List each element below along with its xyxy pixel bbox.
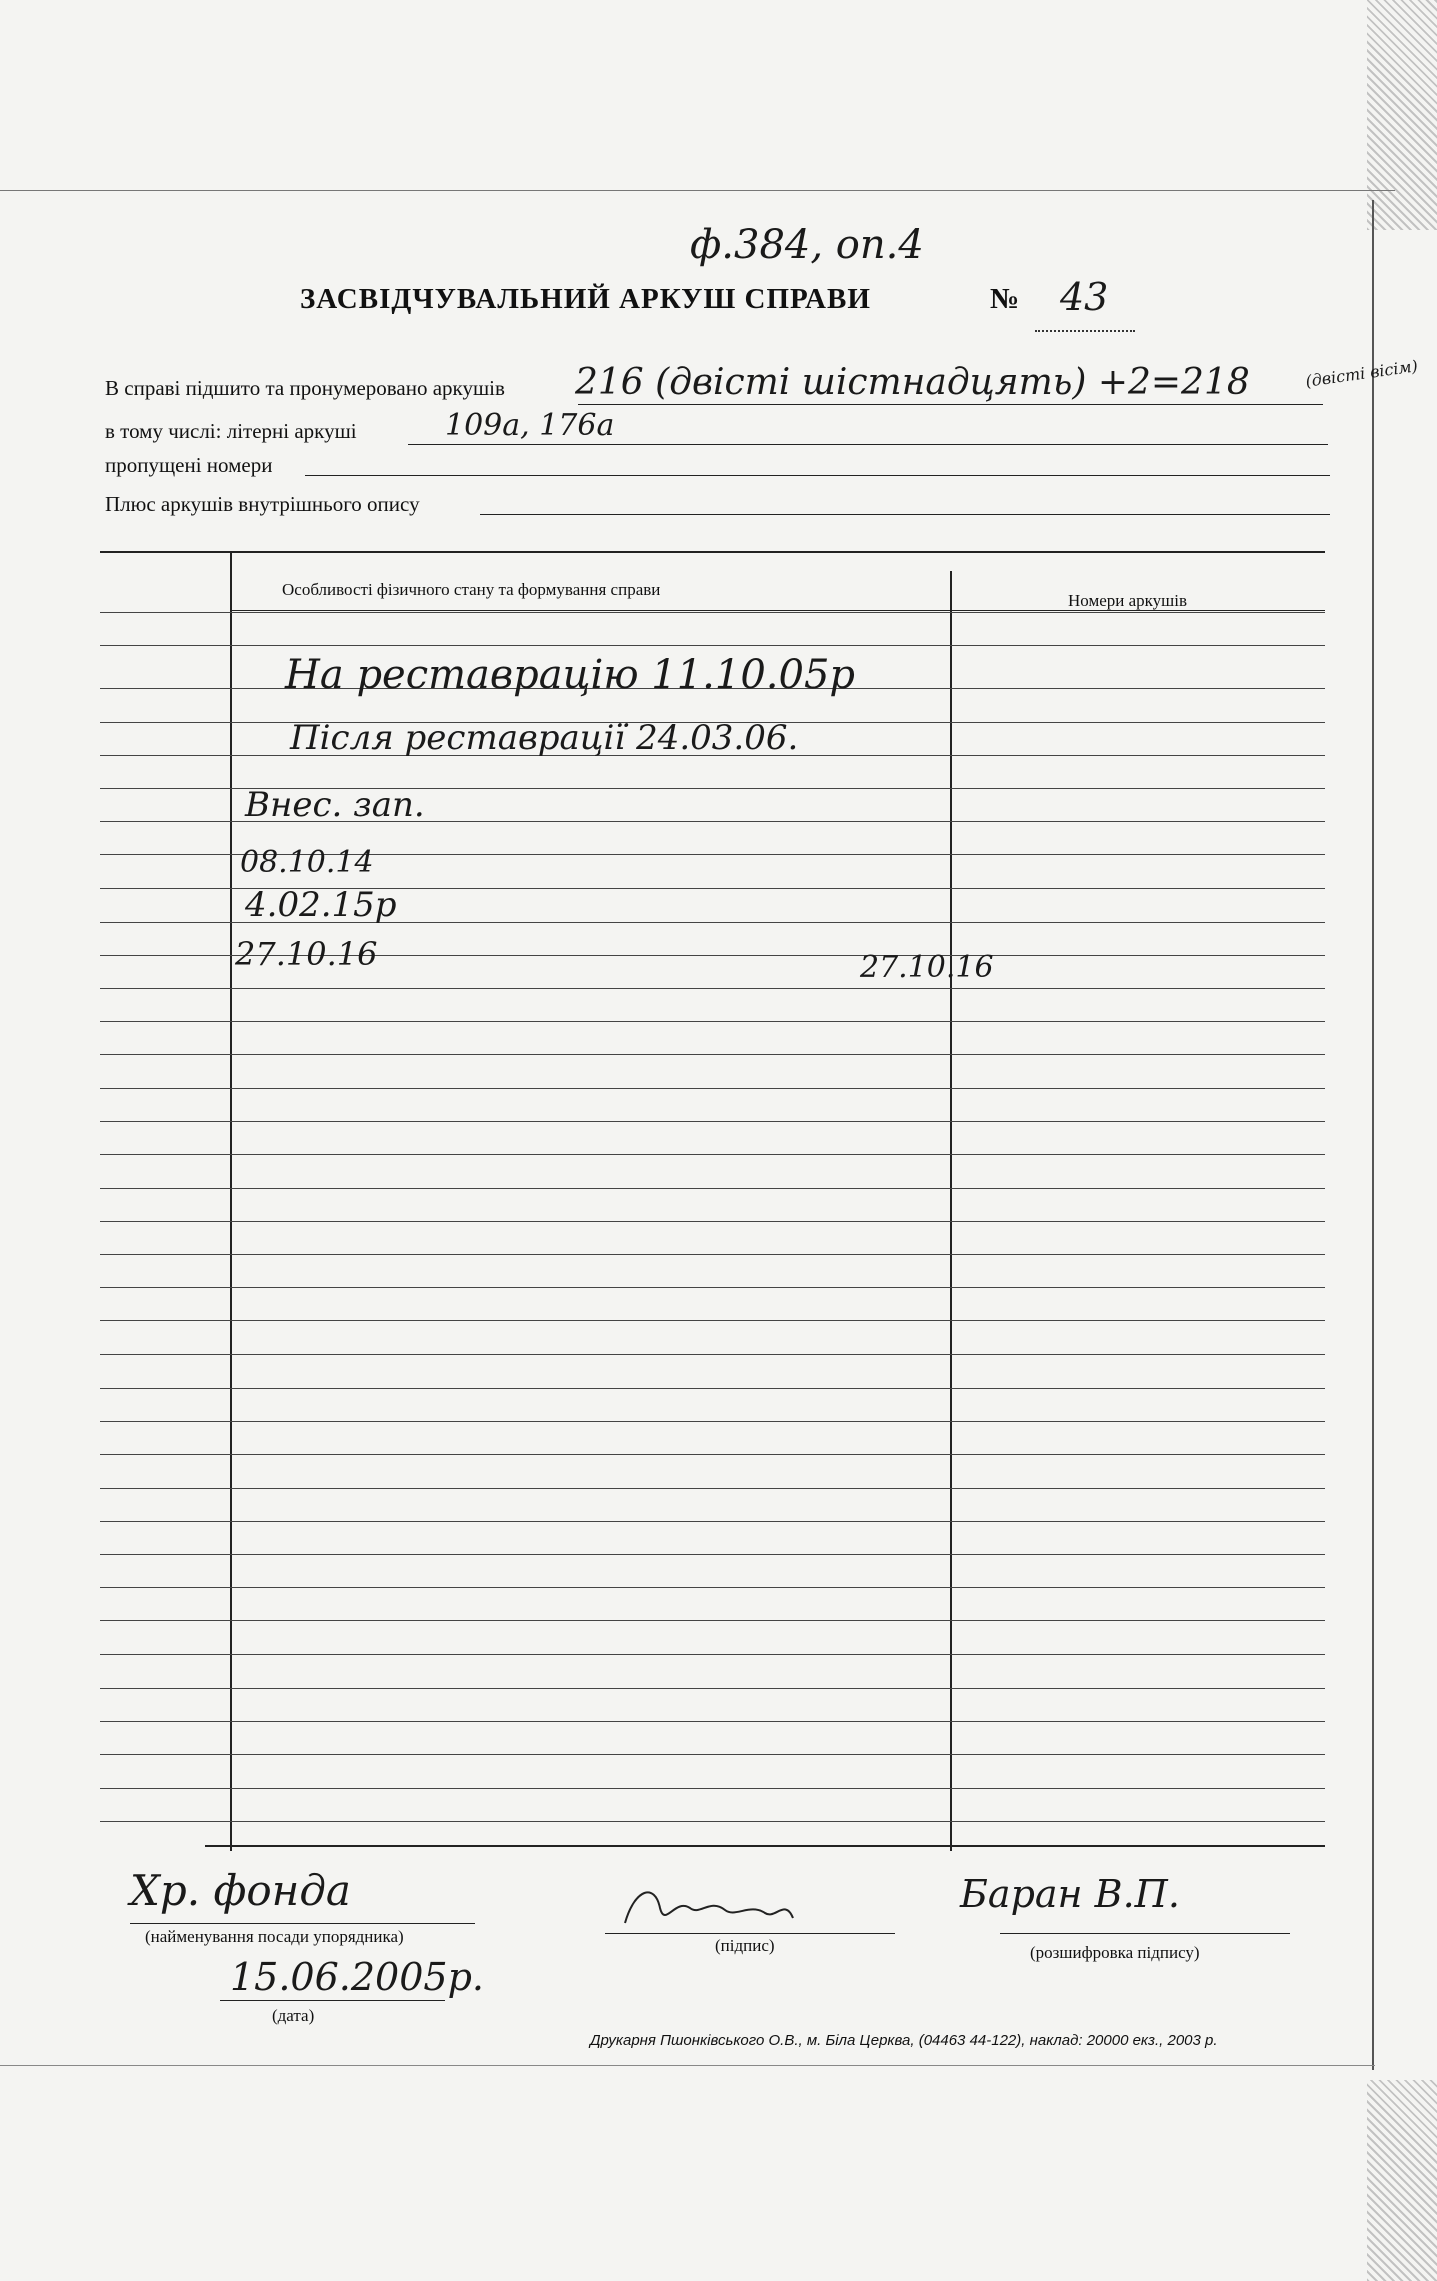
- rule-line: [100, 1788, 1325, 1789]
- date-line: [220, 2000, 445, 2001]
- position-label: (найменування посади упорядника): [145, 1927, 404, 1946]
- rule-line: [100, 1154, 1325, 1155]
- rule-line: [100, 1521, 1325, 1522]
- signature-image: [615, 1878, 835, 1938]
- rule-line: [100, 1188, 1325, 1189]
- page-title: ЗАСВІДЧУВАЛЬНИЙ АРКУШ СПРАВИ: [300, 283, 871, 315]
- rule-line: [100, 1654, 1325, 1655]
- entry-restoration: На реставрацію 11.10.05р: [285, 652, 855, 698]
- rule-line: [100, 1121, 1325, 1122]
- name-line: [1000, 1933, 1290, 1934]
- literal-label: в тому числі: літерні аркуші: [105, 419, 357, 443]
- sheets-value: 216 (двісті шістнадцять) +2=218: [575, 362, 1250, 403]
- case-number: 43: [1060, 275, 1109, 319]
- literal-value: 109а, 176а: [445, 408, 615, 443]
- rule-line: [100, 1688, 1325, 1689]
- rule-line: [100, 1488, 1325, 1489]
- table-top-border: [100, 551, 1325, 553]
- rule-line: [100, 1320, 1325, 1321]
- rule-line: [100, 1554, 1325, 1555]
- rule-line: [100, 1754, 1325, 1755]
- rule-line: [100, 1088, 1325, 1089]
- signature-line: [605, 1933, 895, 1934]
- entry-after-restoration: Після реставрації 24.03.06.: [290, 718, 799, 758]
- rule-line: [100, 988, 1325, 989]
- number-sign: №: [990, 283, 1020, 315]
- inventory-label: Плюс аркушів внутрішнього опису: [105, 492, 420, 516]
- date-label: (дата): [272, 2006, 315, 2025]
- rule-line: [100, 612, 1325, 613]
- col1-header: Особливості фізичного стану та формування справи: [282, 580, 661, 599]
- page-bottom-edge: [0, 2065, 1375, 2066]
- rule-line: [100, 1054, 1325, 1055]
- literal-line: [408, 444, 1328, 445]
- rule-line: [100, 1421, 1325, 1422]
- rule-line: [100, 1454, 1325, 1455]
- name-value: Баран В.П.: [960, 1872, 1180, 1916]
- page-top-edge: [0, 190, 1395, 191]
- entry-date-1: 08.10.14: [240, 845, 374, 880]
- inventory-line: [480, 514, 1330, 515]
- sheets-line: [578, 404, 1323, 405]
- rule-line: [100, 1354, 1325, 1355]
- col2-header: Номери аркушів: [1068, 591, 1188, 610]
- position-value: Хр. фонда: [130, 1866, 351, 1915]
- printer-note: Друкарня Пшонківського О.В., м. Біла Церква, (04463 44-122), наклад: 20000 екз., 2003 р.: [590, 2032, 1218, 2049]
- entry-date-2: 4.02.15р: [245, 885, 397, 925]
- header-row-line: [232, 610, 1325, 611]
- signature-label: (підпис): [715, 1936, 775, 1955]
- entry-record: Внес. зап.: [245, 785, 425, 825]
- sheets-value-note: (двісті вісім): [1304, 356, 1419, 391]
- table-col-divider-left: [230, 551, 232, 1851]
- rule-line: [100, 1587, 1325, 1588]
- rule-line: [100, 645, 1325, 646]
- skipped-line: [305, 475, 1330, 476]
- name-label: (розшифровка підпису): [1030, 1943, 1200, 1962]
- date-value: 15.06.2005р.: [230, 1955, 484, 1999]
- rule-line: [100, 1721, 1325, 1722]
- rule-line: [100, 1254, 1325, 1255]
- position-line: [130, 1923, 475, 1924]
- entry-date-3: 27.10.16: [235, 935, 378, 973]
- rule-line: [100, 1221, 1325, 1222]
- case-number-line: [1035, 330, 1135, 333]
- page-right-edge: [1372, 200, 1374, 2070]
- skipped-label: пропущені номери: [105, 453, 273, 477]
- entry-col2-date: 27.10.16: [860, 950, 994, 985]
- rule-line: [100, 1287, 1325, 1288]
- rule-line: [100, 1388, 1325, 1389]
- rule-line: [100, 1821, 1325, 1822]
- sheets-label: В справі підшито та пронумеровано аркушів: [105, 376, 505, 400]
- scan-noise-bottom: [1367, 2080, 1437, 2281]
- archive-reference: ф.384, оп.4: [690, 222, 924, 268]
- table-col-divider-right: [950, 571, 952, 1851]
- table-bottom-border: [205, 1845, 1325, 1847]
- rule-line: [100, 1620, 1325, 1621]
- rule-line: [100, 1021, 1325, 1022]
- scan-noise-top: [1367, 0, 1437, 230]
